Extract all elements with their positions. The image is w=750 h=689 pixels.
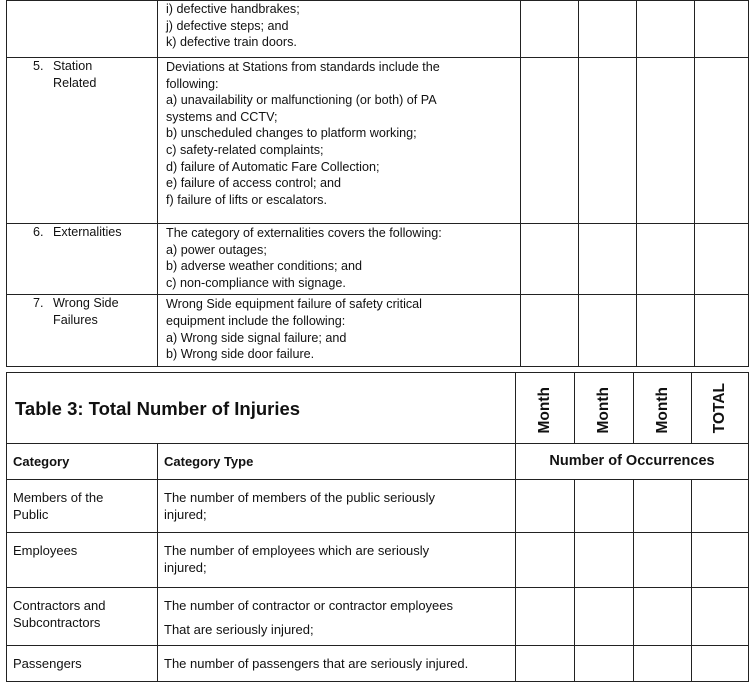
injuries-table <box>6 372 749 682</box>
category-label: Members of the <box>13 490 104 505</box>
value-cell <box>695 295 749 366</box>
table-row <box>7 224 749 295</box>
value-cell <box>521 224 579 295</box>
category-cell <box>7 646 158 682</box>
description-cell <box>158 1 521 58</box>
description-line: The category of externalities covers the following: <box>166 226 442 240</box>
category-label: Failures <box>53 312 98 327</box>
description-line: a) Wrong side signal failure; and <box>166 330 347 345</box>
period-header: Month <box>536 386 554 433</box>
description-line: c) safety-related complaints; <box>166 142 324 157</box>
category-cell <box>7 588 158 646</box>
category-type-cell <box>158 646 516 682</box>
category-cell <box>7 58 158 224</box>
table-row <box>7 480 749 533</box>
description-line: Wrong Side equipment failure of safety critical <box>166 297 422 312</box>
period-header-cell <box>692 373 749 444</box>
description-line: equipment include the following: <box>166 313 346 328</box>
period-header-cell <box>634 373 692 444</box>
value-cell <box>579 1 637 58</box>
description-line: b) unscheduled changes to platform working; <box>166 126 417 141</box>
table-title: Table 3: Total Number of Injuries <box>7 373 516 444</box>
category-label: Related <box>53 75 97 90</box>
value-cell <box>637 224 695 295</box>
category-type-cell <box>158 533 516 588</box>
railway-incident-categories-table <box>6 0 749 367</box>
value-cell <box>695 224 749 295</box>
value-cell <box>637 295 695 366</box>
value-cell <box>579 58 637 224</box>
period-header: Month <box>653 386 671 433</box>
category-label: Station <box>53 59 93 73</box>
category-label: Contractors and <box>13 598 106 613</box>
value-cell <box>521 58 579 224</box>
description-line: e) failure of access control; and <box>166 176 342 191</box>
category-label: Wrong Side <box>53 296 119 311</box>
value-cell <box>575 480 634 533</box>
category-type-line: That are seriously injured; <box>164 622 314 637</box>
description-line: systems and CCTV; <box>166 109 278 124</box>
description-line: b) Wrong side door failure. <box>166 347 315 362</box>
period-header-cell <box>516 373 575 444</box>
table-row <box>7 295 749 366</box>
category-cell <box>7 224 158 295</box>
value-cell <box>521 1 579 58</box>
value-cell <box>579 224 637 295</box>
category-label: Externalities <box>53 225 122 239</box>
period-header: Month <box>595 386 613 433</box>
value-cell <box>695 1 749 58</box>
description-line: d) failure of Automatic Fare Collection; <box>166 159 380 174</box>
category-cell <box>7 295 158 366</box>
value-cell <box>516 646 575 682</box>
table-row <box>7 646 749 682</box>
category-type-line: injured; <box>164 507 207 522</box>
value-cell <box>695 58 749 224</box>
value-cell <box>634 480 692 533</box>
description-line: following: <box>166 76 219 91</box>
value-cell <box>516 533 575 588</box>
row-number: 6. <box>33 225 44 239</box>
category-label: Passengers <box>13 656 82 671</box>
column-header-row <box>7 444 749 480</box>
category-label: Employees <box>13 543 78 558</box>
table-row <box>7 588 749 646</box>
category-type-line: The number of members of the public seriously <box>164 490 435 505</box>
description-line: a) power outages; <box>166 242 267 257</box>
total-header: TOTAL <box>711 382 729 433</box>
period-header-cell <box>575 373 634 444</box>
description-cell <box>158 224 521 295</box>
table-row <box>7 533 749 588</box>
description-line: i) defective handbrakes; <box>166 2 300 16</box>
value-cell <box>575 533 634 588</box>
description-line: c) non-compliance with signage. <box>166 275 346 290</box>
value-cell <box>634 533 692 588</box>
table-title-row <box>7 373 749 444</box>
value-cell <box>516 480 575 533</box>
category-label: Subcontractors <box>13 615 101 630</box>
category-label: Public <box>13 507 49 522</box>
value-cell <box>516 588 575 646</box>
category-cell <box>7 1 158 58</box>
value-cell <box>692 480 749 533</box>
value-cell <box>575 646 634 682</box>
description-line: b) adverse weather conditions; and <box>166 259 363 274</box>
value-cell <box>637 1 695 58</box>
value-cell <box>637 58 695 224</box>
category-type-line: injured; <box>164 560 207 575</box>
category-type-cell <box>158 480 516 533</box>
category-type-header: Category Type <box>158 444 516 480</box>
category-type-cell <box>158 588 516 646</box>
value-cell <box>634 646 692 682</box>
value-cell <box>692 533 749 588</box>
row-number: 5. <box>33 59 44 73</box>
category-cell <box>7 480 158 533</box>
occurrences-header: Number of Occurrences <box>516 444 749 480</box>
value-cell <box>521 295 579 366</box>
description-line: a) unavailability or malfunctioning (or both) of PA <box>166 93 437 108</box>
description-line: j) defective steps; and <box>166 18 289 33</box>
value-cell <box>692 646 749 682</box>
row-number: 7. <box>33 296 44 311</box>
description-line: f) failure of lifts or escalators. <box>166 192 327 207</box>
description-cell <box>158 295 521 366</box>
description-cell <box>158 58 521 224</box>
table-row <box>7 1 749 58</box>
category-type-line: The number of passengers that are seriously injured. <box>164 656 469 671</box>
table-row <box>7 58 749 224</box>
value-cell <box>692 588 749 646</box>
category-type-line: The number of employees which are seriously <box>164 543 430 558</box>
category-header: Category <box>7 444 158 480</box>
description-line: k) defective train doors. <box>166 35 297 50</box>
value-cell <box>575 588 634 646</box>
description-line: Deviations at Stations from standards include the <box>166 60 440 74</box>
category-cell <box>7 533 158 588</box>
category-type-line: The number of contractor or contractor employees <box>164 598 454 613</box>
value-cell <box>634 588 692 646</box>
value-cell <box>579 295 637 366</box>
